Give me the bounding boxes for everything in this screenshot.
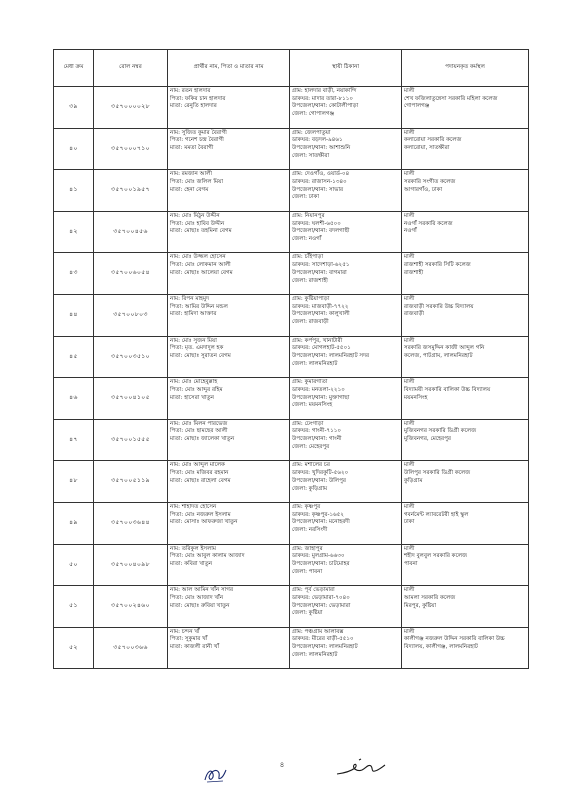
address-cell bbox=[290, 461, 402, 503]
posting-line: গোপালগঞ্জ bbox=[404, 103, 430, 110]
address-line: জেলা: রাজবাড়ী bbox=[292, 319, 329, 326]
table-row bbox=[54, 461, 529, 503]
table-row bbox=[54, 294, 529, 336]
posting-line: মালী bbox=[404, 212, 415, 219]
address-line: গ্রাম: চাঁইপাড়া bbox=[292, 254, 324, 261]
address-line: ডাকঘর: ভেড়ামারা-৭০৪০ bbox=[292, 594, 350, 601]
name-cell bbox=[168, 170, 290, 212]
posting-cell bbox=[402, 544, 529, 586]
posting-cell bbox=[402, 128, 529, 170]
page-number: ৪ bbox=[279, 761, 285, 769]
table-row bbox=[54, 87, 529, 129]
posting-line: বিদ্যালয়, কালীগঞ্জ, লালমনিরহাট bbox=[404, 644, 478, 651]
serial-cell: ৩৯ bbox=[54, 87, 94, 129]
roll-cell: ৩৫৭০০০০২৮ bbox=[94, 87, 168, 129]
name-line: মাতা: কবিরা খাতুন bbox=[170, 560, 213, 567]
address-cell bbox=[290, 170, 402, 212]
posting-line: নওগাঁ সরকারি কলেজ bbox=[404, 220, 453, 227]
name-cell bbox=[168, 419, 290, 461]
name-line: নাম: রমজান আলী bbox=[170, 171, 212, 178]
address-line: জেলা: কুড়িগ্রাম bbox=[292, 485, 328, 492]
posting-line: ময়মনসিংহ bbox=[404, 394, 428, 401]
posting-line: কলেজ, পাটগ্রাম, লালমনিরহাট bbox=[404, 353, 473, 359]
table-row bbox=[54, 211, 529, 253]
name-line: নাম: মোঃ মিলন পারভেজ bbox=[170, 420, 228, 427]
table-row bbox=[54, 627, 529, 669]
address-line: জেলা: নওগাঁ bbox=[292, 235, 322, 242]
address-cell bbox=[290, 502, 402, 544]
name-line: মাতা: হাসেরা খাতুন bbox=[170, 394, 215, 401]
address-cell bbox=[290, 544, 402, 586]
address-line: জেলা: কুষ্টিয়া bbox=[292, 610, 323, 617]
address-cell bbox=[290, 627, 402, 669]
address-line: ডাকঘর: সাদেশাড়া-৬২৫১ bbox=[292, 262, 350, 269]
roll-cell: ৩৫৭০০৪০৯৮ bbox=[94, 544, 168, 586]
posting-cell bbox=[402, 378, 529, 420]
posting-line: মালী bbox=[404, 587, 415, 594]
posting-cell bbox=[402, 87, 529, 129]
address-line: গ্রাম: হালদার বাড়ী, নয়াকান্দি bbox=[292, 88, 357, 94]
name-line: নাম: আল আমিন খাঁন সাগর bbox=[170, 587, 234, 594]
roll-cell: ৩৫৭০০০৭১০ bbox=[94, 128, 168, 170]
posting-line: কালীগঞ্জ নজরুল উদ্দিন সরকারি বালিকা উচ্চ bbox=[404, 636, 505, 643]
table-row bbox=[54, 502, 529, 544]
posting-line: মালী bbox=[404, 171, 415, 178]
name-line: নাম: মোঃ মোহেবুল্লাহ bbox=[170, 379, 218, 386]
header-address: স্থায়ী ঠিকানা bbox=[290, 50, 402, 87]
address-line: গ্রাম: নিয়ানপুর bbox=[292, 212, 325, 219]
header-roll: রোল নম্বর bbox=[94, 50, 168, 87]
table-row bbox=[54, 419, 529, 461]
address-cell bbox=[290, 294, 402, 336]
address-line: উপজেলা/থানা: বদলগাছী bbox=[292, 228, 350, 235]
address-line: উপজেলা/থানা: কালুখালী bbox=[292, 311, 350, 318]
posting-line: মালী bbox=[404, 545, 415, 552]
address-line: জেলা: নরসিংদী bbox=[292, 527, 328, 534]
posting-line: আগারগাঁও, ঢাকা bbox=[404, 186, 443, 193]
address-line: উপজেলা/থানা: সাভার bbox=[292, 186, 344, 193]
address-line: গ্রাম: পঞ্চগ্রাম আলাবক্স bbox=[292, 628, 344, 635]
address-line: উপজেলা/থানা: লালমনিরহাট bbox=[292, 644, 358, 651]
name-line: পিতা: মোঃ জলিল মিয়া bbox=[170, 178, 223, 185]
name-line: নাম: রিপন মাহমুদ bbox=[170, 295, 210, 302]
posting-cell bbox=[402, 586, 529, 628]
address-line: গ্রাম: পূর্ব ভেড়ামারা bbox=[292, 587, 335, 594]
address-line: ডাকঘর: মুলগ্রাম-৬৬৩০ bbox=[292, 553, 345, 560]
roll-cell: ৩৫৭০০৩৬৪৪ bbox=[94, 502, 168, 544]
table-row bbox=[54, 170, 529, 212]
name-line: মাতা: রেনুতি হালদার bbox=[170, 103, 217, 110]
address-line: জেলা: ঢাকা bbox=[292, 194, 320, 201]
serial-cell: ৪৮ bbox=[54, 461, 94, 503]
serial-cell: ৪৭ bbox=[54, 419, 94, 461]
address-line: জেলা: ময়মনসিংহ bbox=[292, 402, 333, 409]
name-line: মাতা: হামিদা আক্তার bbox=[170, 311, 217, 318]
address-line: উপজেলা/থানা: মুক্তাগাছা bbox=[292, 394, 350, 401]
serial-cell: ৫১ bbox=[54, 586, 94, 628]
address-cell bbox=[290, 419, 402, 461]
name-line: নাম: চন্দন খাঁ bbox=[170, 628, 200, 635]
address-line: ডাকঘর: মীরের বাড়ী-৫৫১০ bbox=[292, 636, 354, 643]
posting-line: মালী bbox=[404, 129, 415, 136]
posting-line: মালী bbox=[404, 462, 415, 469]
table-row bbox=[54, 586, 529, 628]
name-line: মাতা: মোছাঃ জালেকা খাতুন bbox=[170, 436, 235, 443]
address-line: ডাকঘর: মনতলা-২২১০ bbox=[292, 386, 345, 393]
address-line: জেলা: মেহেরপুর bbox=[292, 443, 330, 450]
address-line: জেলা: লালমনিরহাট bbox=[292, 360, 338, 367]
table-row bbox=[54, 378, 529, 420]
address-line: উপজেলা/থানা: চাটমোহর bbox=[292, 560, 350, 567]
name-cell bbox=[168, 87, 290, 129]
name-cell bbox=[168, 211, 290, 253]
address-line: ডাকঘর: কৃষ্ণপুর-১৬৫২ bbox=[292, 511, 345, 518]
serial-cell: ৪৩ bbox=[54, 253, 94, 295]
posting-line: সরকারি জসমুদ্দিন কাজী আব্দুল গনি bbox=[404, 345, 485, 352]
address-cell bbox=[290, 211, 402, 253]
posting-line: সরকারি সংগীত কলেজ bbox=[404, 178, 456, 185]
address-line: জেলা: পাবনা bbox=[292, 568, 323, 575]
posting-line: মালী bbox=[404, 337, 415, 344]
serial-cell: ৪৬ bbox=[54, 378, 94, 420]
roll-cell: ৩৫৭০০১৯৫৭ bbox=[94, 170, 168, 212]
name-line: পিতা: সুকুমার খাঁ bbox=[170, 636, 208, 643]
posting-line: মিরপুর, কুষ্টিয়া bbox=[404, 602, 436, 609]
serial-cell: ৪৯ bbox=[54, 502, 94, 544]
table-row bbox=[54, 544, 529, 586]
roll-cell: ৩৫৭০০৩৫১০ bbox=[94, 336, 168, 378]
serial-cell: ৪৪ bbox=[54, 294, 94, 336]
address-line: উপজেলা/থানা: গাংনী bbox=[292, 436, 342, 443]
address-line: গ্রাম: ঢেংগাড়া bbox=[292, 420, 324, 427]
roll-cell: ৩৫৭০০১৫৫৫ bbox=[94, 419, 168, 461]
address-line: গ্রাম: কর্পপুর, খানাটারী bbox=[292, 337, 343, 344]
posting-cell bbox=[402, 419, 529, 461]
name-line: মাতা: মোছাঃ রাহেলা বেগম bbox=[170, 477, 231, 484]
name-line: পিতা: মোঃ লোকমান আলী bbox=[170, 262, 231, 269]
posting-cell bbox=[402, 211, 529, 253]
name-line: মাতা: মোসাঃ আফরুজা খাতুন bbox=[170, 519, 238, 526]
name-cell bbox=[168, 378, 290, 420]
name-cell bbox=[168, 461, 290, 503]
posting-cell bbox=[402, 461, 529, 503]
address-line: ডাকঘর: মোগলহাট-৫৫০১ bbox=[292, 345, 351, 352]
address-line: ডাকঘর: মাদার তারা-৮১১০ bbox=[292, 95, 354, 102]
posting-line: গবর্নমেন্ট ল্যাবরেটরী হাই স্কুল bbox=[404, 511, 469, 518]
address-line: জেলা: গোপালগঞ্জ bbox=[292, 111, 335, 118]
posting-line: মালী bbox=[404, 295, 415, 302]
posting-line: আমলা সরকারি কলেজ bbox=[404, 594, 456, 601]
posting-cell bbox=[402, 253, 529, 295]
posting-line: পাবনা bbox=[404, 560, 418, 567]
posting-line: রাজবাড়ী bbox=[404, 311, 425, 318]
posting-line: বিদ্যাময়ী সরকারি বালিকা উচ্চ বিদ্যালয় bbox=[404, 386, 491, 393]
roll-cell: ৩৫৭০০৬০৫৪ bbox=[94, 253, 168, 295]
name-cell bbox=[168, 253, 290, 295]
address-line: গ্রাম: কুষ্টিয়াপাড়া bbox=[292, 295, 330, 302]
address-line: গ্রাম: জেলপাতুয়া bbox=[292, 129, 331, 136]
roll-cell: ৩৫৭০০২৪৬০ bbox=[94, 586, 168, 628]
name-line: মাতা: মোছাঃ রুবিয়া খাতুন bbox=[170, 602, 230, 609]
posting-cell bbox=[402, 170, 529, 212]
header-serial: মেধা ক্রম bbox=[54, 50, 94, 87]
posting-line: রাজশাহী সরকারি সিটি কলেজ bbox=[404, 262, 471, 269]
serial-cell: ৪২ bbox=[54, 211, 94, 253]
posting-cell bbox=[402, 627, 529, 669]
table-row bbox=[54, 253, 529, 295]
name-line: মাতা: মমতা বৈরাগী bbox=[170, 145, 214, 152]
name-line: পিতা: মোঃ হাবিব উদ্দীন bbox=[170, 220, 225, 227]
address-line: জেলা: সাতক্ষীরা bbox=[292, 152, 330, 159]
name-cell bbox=[168, 502, 290, 544]
posting-cell bbox=[402, 336, 529, 378]
serial-cell: ৪১ bbox=[54, 170, 94, 212]
posting-line: মালী bbox=[404, 379, 415, 386]
name-line: নাম: মোঃ মিঠুন উদ্দীন bbox=[170, 212, 220, 219]
posting-line: নওগাঁ bbox=[404, 228, 417, 235]
name-line: নাম: মোঃ সুজন মিয়া bbox=[170, 337, 217, 344]
address-line: উপজেলা/থানা: লালমনিরহাট সদর bbox=[292, 353, 370, 359]
address-cell bbox=[290, 336, 402, 378]
posting-cell bbox=[402, 294, 529, 336]
name-cell bbox=[168, 128, 290, 170]
name-line: পিতা: মৃত. এমদাদুল হক bbox=[170, 345, 224, 352]
address-line: ডাকঘর: ঘলশী-৬৫০০ bbox=[292, 220, 341, 227]
address-line: ডাকঘর: গাংনী-৭১১০ bbox=[292, 428, 342, 435]
name-cell bbox=[168, 336, 290, 378]
posting-line: শেখ ফজিলাতুন্নেসা সরকারি মহিলা কলেজ bbox=[404, 95, 498, 102]
posting-line: ঢাকা bbox=[404, 519, 415, 526]
address-cell bbox=[290, 128, 402, 170]
address-line: উপজেলা/থানা: বাগমারা bbox=[292, 269, 347, 276]
posting-line: কুড়িগ্রাম bbox=[404, 477, 423, 484]
posting-cell bbox=[402, 502, 529, 544]
name-line: নাম: তরিকুল ইসলাম bbox=[170, 545, 216, 552]
address-line: উপজেলা/থানা: কোটালীপাড়া bbox=[292, 103, 359, 110]
posting-line: রাজশাহী bbox=[404, 269, 424, 276]
roll-cell: ৩৫৭০০৮০৩ bbox=[94, 294, 168, 336]
address-cell bbox=[290, 87, 402, 129]
name-line: পিতা: মোঃ নজরুল ইসলাম bbox=[170, 511, 231, 518]
name-line: নাম: মোঃ আব্দুল মালেক bbox=[170, 462, 225, 469]
address-cell bbox=[290, 253, 402, 295]
posting-line: মালী bbox=[404, 254, 415, 261]
posting-line: মালী bbox=[404, 503, 415, 510]
name-cell bbox=[168, 586, 290, 628]
posting-line: মালী bbox=[404, 628, 415, 635]
header-name: প্রার্থীর নাম, পিতা ও মাতার নাম bbox=[168, 50, 290, 87]
address-line: উপজেলা/থানা: ভেড়ামারা bbox=[292, 602, 351, 609]
address-line: উপজেলা/থানা: মনোহরদী bbox=[292, 519, 350, 526]
address-line: ডাকঘর: খুদিরকুটি-৫৬২০ bbox=[292, 470, 349, 477]
address-line: গ্রাম: দেওগাঁও, ওয়ার্ড-০৪ bbox=[292, 171, 350, 178]
address-line: ডাকঘর: মাজবাড়ী-৭৭২২ bbox=[292, 303, 349, 310]
name-line: মাতা: মোছাঃ তহমিনা বেগম bbox=[170, 228, 232, 235]
name-line: নাম: মোঃ উজ্জল হোসেন bbox=[170, 254, 226, 261]
name-line: মাতা: মোছাঃ আলেয়া বেগম bbox=[170, 269, 233, 276]
name-cell bbox=[168, 294, 290, 336]
name-cell bbox=[168, 544, 290, 586]
address-line: গ্রাম: কৃষ্ণপুর bbox=[292, 503, 321, 510]
address-line: ডাকঘর: বড়দল-৯৪৬১ bbox=[292, 137, 343, 144]
posting-line: কলারোয়া সরকারি কলেজ bbox=[404, 137, 462, 144]
address-line: উপজেলা/থানা: আশাশুনি bbox=[292, 145, 351, 152]
name-line: মাতা: কাজলী রানী খাঁ bbox=[170, 644, 220, 651]
posting-line: মালী bbox=[404, 88, 415, 94]
roll-cell: ৩৫৭০০৫১১৯ bbox=[94, 461, 168, 503]
name-line: পিতা: মোঃ আবুল কালাম আজাদ bbox=[170, 553, 245, 560]
posting-line: মালী bbox=[404, 420, 415, 427]
address-cell bbox=[290, 586, 402, 628]
address-cell bbox=[290, 378, 402, 420]
address-line: উপজেলা/থানা: উলিপুর bbox=[292, 477, 346, 484]
serial-cell: ৫২ bbox=[54, 627, 94, 669]
table-body bbox=[54, 87, 529, 669]
header-posting: পদায়নকৃত কর্মস্থল bbox=[402, 50, 529, 87]
roll-cell: ৩৫৭০০৪৫৬ bbox=[94, 211, 168, 253]
posting-line: রাজবাড়ী সরকারি উচ্চ বিদ্যালয় bbox=[404, 303, 474, 310]
name-line: পিতা: গনেশ চন্দ্র বৈরাগী bbox=[170, 137, 224, 144]
address-line: জেলা: লালমনিরহাট bbox=[292, 651, 338, 658]
name-line: পিতা: মোঃ মজিবর রহমান bbox=[170, 470, 229, 477]
name-cell bbox=[168, 627, 290, 669]
name-line: মাতা: মোছাঃ সুরাতন বেগম bbox=[170, 353, 231, 359]
address-line: গ্রাম: জাহাপুর bbox=[292, 545, 323, 552]
posting-line: শহীদ বুলবুল সরকারি কলেজ bbox=[404, 553, 468, 560]
name-line: পিতা: মোঃ আজাদ খাঁন bbox=[170, 594, 224, 601]
address-line: গ্রাম: কুমারগাতা bbox=[292, 379, 328, 386]
address-line: জেলা: রাজশাহী bbox=[292, 277, 328, 284]
address-line: ডাকঘর: রাজাসন-১৩৪০ bbox=[292, 178, 347, 185]
posting-line: উলিপুর সরকারি ডিগ্রী কলেজ bbox=[404, 470, 471, 477]
roll-cell: ৩৫৭০০৩৬৬ bbox=[94, 627, 168, 669]
name-line: নাম: সুজিত কুমার বৈরাগী bbox=[170, 129, 227, 136]
name-line: পিতা: মোঃ আব্দুর রহিম bbox=[170, 386, 223, 393]
serial-cell: ৫০ bbox=[54, 544, 94, 586]
name-line: নাম: শাহাদত হোসেন bbox=[170, 503, 217, 510]
posting-line: কলারোয়া, সাতক্ষীরা bbox=[404, 145, 450, 152]
posting-line: মুজিবনগর সরকারি ডিগ্রী কলেজ bbox=[404, 428, 477, 435]
name-line: পিতা: আমির উদ্দিন মন্ডল bbox=[170, 303, 228, 310]
serial-cell: ৪৫ bbox=[54, 336, 94, 378]
roll-cell: ৩৫৭০০৪১০৫ bbox=[94, 378, 168, 420]
table-row bbox=[54, 336, 529, 378]
serial-cell: ৪০ bbox=[54, 128, 94, 170]
name-line: মাতা: হেনা বেগম bbox=[170, 186, 209, 193]
address-line: গ্রাম: মশালের চর bbox=[292, 462, 330, 469]
table-header-row bbox=[54, 50, 529, 87]
candidate-table bbox=[53, 49, 529, 669]
name-line: নাম: রতন হালদার bbox=[170, 88, 211, 94]
posting-line: মুজিবনগর, মেহেরপুর bbox=[404, 436, 451, 443]
table-row bbox=[54, 128, 529, 170]
name-line: পিতা: মোঃ ছামছের আলী bbox=[170, 428, 228, 435]
name-line: পিতা: ফকির চান হালদার bbox=[170, 95, 226, 102]
